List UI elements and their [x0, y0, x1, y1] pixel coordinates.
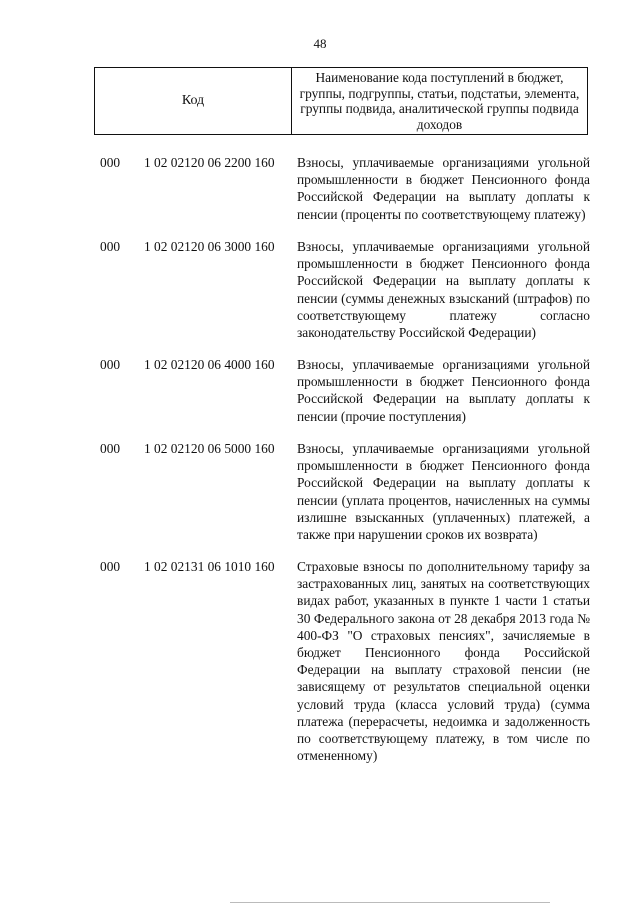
header-code-label: Код: [95, 68, 292, 134]
row-income-code: 1 02 02120 06 4000 160: [144, 357, 275, 372]
scan-edge-divider: [230, 902, 550, 903]
table-row: [100, 356, 590, 440]
table-row: [100, 154, 590, 238]
row-income-code: 1 02 02120 06 2200 160: [144, 155, 275, 170]
table-body: [100, 154, 590, 764]
table-row: [100, 558, 590, 764]
row-admin-code: 000: [100, 155, 121, 170]
header-name-label: Наименование кода поступлений в бюджет, группы, подгруппы, статьи, подстатьи, элемента, группы подвида, аналитической группы подвида доходов: [299, 70, 580, 132]
row-description: Взносы, уплачиваемые организациями угольной промышленности в бюджет Пенсионного фонда Российской Федерации на выплату доплаты к пенсии (суммы денежных взысканий (штрафов) по соответствующему платежу согласно законодательству Российской Федерации): [297, 239, 590, 341]
page-number: 48: [313, 36, 327, 51]
row-admin-code: 000: [100, 239, 121, 254]
row-description: Страховые взносы по дополнительному тарифу за застрахованных лиц, занятых на соответствующих видах работ, указанных в пункте 1 части 1 статьи 30 Федерального закона от 28 декабря 2013 года № 400-ФЗ "О страховых пенсиях", зачисляемые в бюджет Пенсионного фонда Российской Федерации на выплату страховой пенсии (не зависящему от результатов специальной оценки условий труда (класса условий труда) (сумма платежа (перерасчеты, недоимка и задолженность по соответствующему платежу, в том числе по отмененному): [297, 559, 590, 764]
row-description: Взносы, уплачиваемые организациями угольной промышленности в бюджет Пенсионного фонда Российской Федерации на выплату доплаты к пенсии (прочие поступления): [297, 357, 590, 424]
row-admin-code: 000: [100, 357, 121, 372]
row-income-code: 1 02 02120 06 3000 160: [144, 239, 275, 254]
table-row: [100, 440, 590, 558]
table-row: [100, 238, 590, 356]
row-income-code: 1 02 02120 06 5000 160: [144, 441, 275, 456]
table-header: [94, 67, 588, 135]
row-income-code: 1 02 02131 06 1010 160: [144, 559, 275, 574]
row-admin-code: 000: [100, 441, 121, 456]
row-description: Взносы, уплачиваемые организациями угольной промышленности в бюджет Пенсионного фонда Российской Федерации на выплату доплаты к пенсии (проценты по соответствующему платежу): [297, 155, 590, 222]
row-admin-code: 000: [100, 559, 121, 574]
row-description: Взносы, уплачиваемые организациями угольной промышленности в бюджет Пенсионного фонда Российской Федерации на выплату доплаты к пенсии (уплата процентов, начисленных на суммы излишне взысканных (уплаченных) платежей, а также при нарушении сроков их возврата): [297, 441, 590, 543]
